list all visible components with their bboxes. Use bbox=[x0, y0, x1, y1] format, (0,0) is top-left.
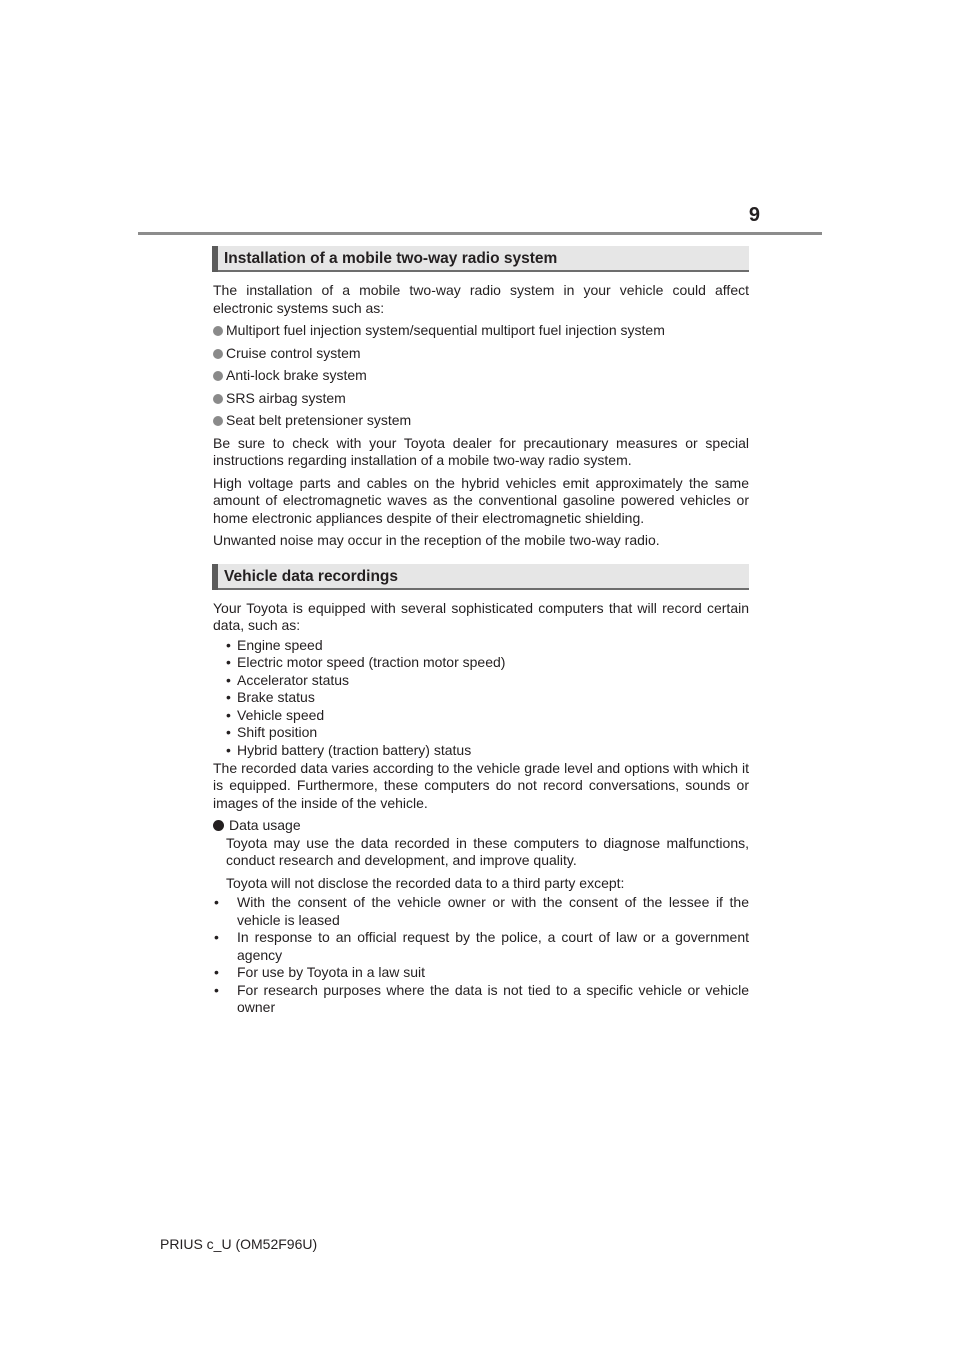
list-item: Cruise control system bbox=[212, 345, 749, 363]
list-item: Multiport fuel injection system/sequential multiport fuel injection system bbox=[212, 322, 749, 340]
disclosure-exceptions-list bbox=[212, 894, 749, 1017]
page-number: 9 bbox=[748, 204, 760, 226]
data-disclosure-para: Toyota will not disclose the recorded data to a third party except: bbox=[226, 874, 625, 891]
page-content bbox=[212, 246, 749, 1017]
header-rule bbox=[138, 232, 822, 235]
list-item: • For use by Toyota in a law suit bbox=[212, 964, 749, 982]
footer-model-code: PRIUS c_U (OM52F96U) bbox=[160, 1236, 318, 1252]
bullet-icon bbox=[213, 326, 223, 336]
list-item: SRS airbag system bbox=[212, 390, 749, 408]
bullet-icon bbox=[213, 394, 223, 404]
list-item: • For research purposes where the data is not tied to a specific vehicle or vehicle owner bbox=[212, 982, 749, 1017]
data-intro: Your Toyota is equipped with several sophisticated computers that will record certain data, such as: bbox=[213, 599, 749, 633]
section-title-data: Vehicle data recordings bbox=[224, 567, 399, 585]
list-item: • With the consent of the vehicle owner or with the consent of the lessee if the vehicle is leased bbox=[212, 894, 749, 929]
list-item: • Brake status bbox=[226, 689, 749, 707]
list-item: • Hybrid battery (traction battery) status bbox=[226, 742, 749, 760]
list-item: • Accelerator status bbox=[226, 672, 749, 690]
bullet-icon bbox=[213, 371, 223, 381]
data-variance-note: The recorded data varies according to the vehicle grade level and options with which it is equipped. Furthermore, these computers do not record conversations, sounds or images of the inside of the vehicle. bbox=[213, 759, 749, 811]
data-usage-label: Data usage bbox=[229, 817, 301, 834]
radio-noise-note: Unwanted noise may occur in the reception of the mobile two-way radio. bbox=[213, 532, 660, 548]
bullet-icon bbox=[213, 416, 223, 426]
bullet-icon bbox=[213, 820, 224, 831]
section-marker bbox=[212, 564, 218, 590]
section-header-data bbox=[212, 564, 749, 590]
list-item: • Vehicle speed bbox=[226, 707, 749, 725]
list-item: • Electric motor speed (traction motor speed) bbox=[226, 654, 749, 672]
list-item: • In response to an official request by the police, a court of law or a government agency bbox=[212, 929, 749, 964]
bullet-icon bbox=[213, 349, 223, 359]
data-usage-para: Toyota may use the data recorded in these computers to diagnose malfunctions, conduct research and development, and improve quality. bbox=[226, 834, 749, 869]
recorded-data-list bbox=[226, 637, 749, 760]
list-item: Seat belt pretensioner system bbox=[212, 412, 749, 430]
section-title-radio: Installation of a mobile two-way radio system bbox=[224, 250, 558, 267]
data-usage-block bbox=[212, 817, 749, 1017]
list-item: • Engine speed bbox=[226, 637, 749, 655]
section-marker bbox=[212, 246, 218, 272]
affected-systems-list bbox=[212, 322, 749, 430]
list-item: • Shift position bbox=[226, 724, 749, 742]
list-item: Anti-lock brake system bbox=[212, 367, 749, 385]
section-header-radio bbox=[212, 246, 749, 272]
radio-emission-note: High voltage parts and cables on the hybrid vehicles emit approximately the same amount of electromagnetic waves as the conventional gasoline powered vehicles or home electronic appliances despite of their electromagnetic shielding. bbox=[213, 474, 749, 526]
radio-dealer-note: Be sure to check with your Toyota dealer for precautionary measures or special instructions regarding installation of a mobile two-way radio system. bbox=[213, 434, 749, 468]
radio-intro: The installation of a mobile two-way radio system in your vehicle could affect electronic systems such as: bbox=[213, 282, 749, 316]
